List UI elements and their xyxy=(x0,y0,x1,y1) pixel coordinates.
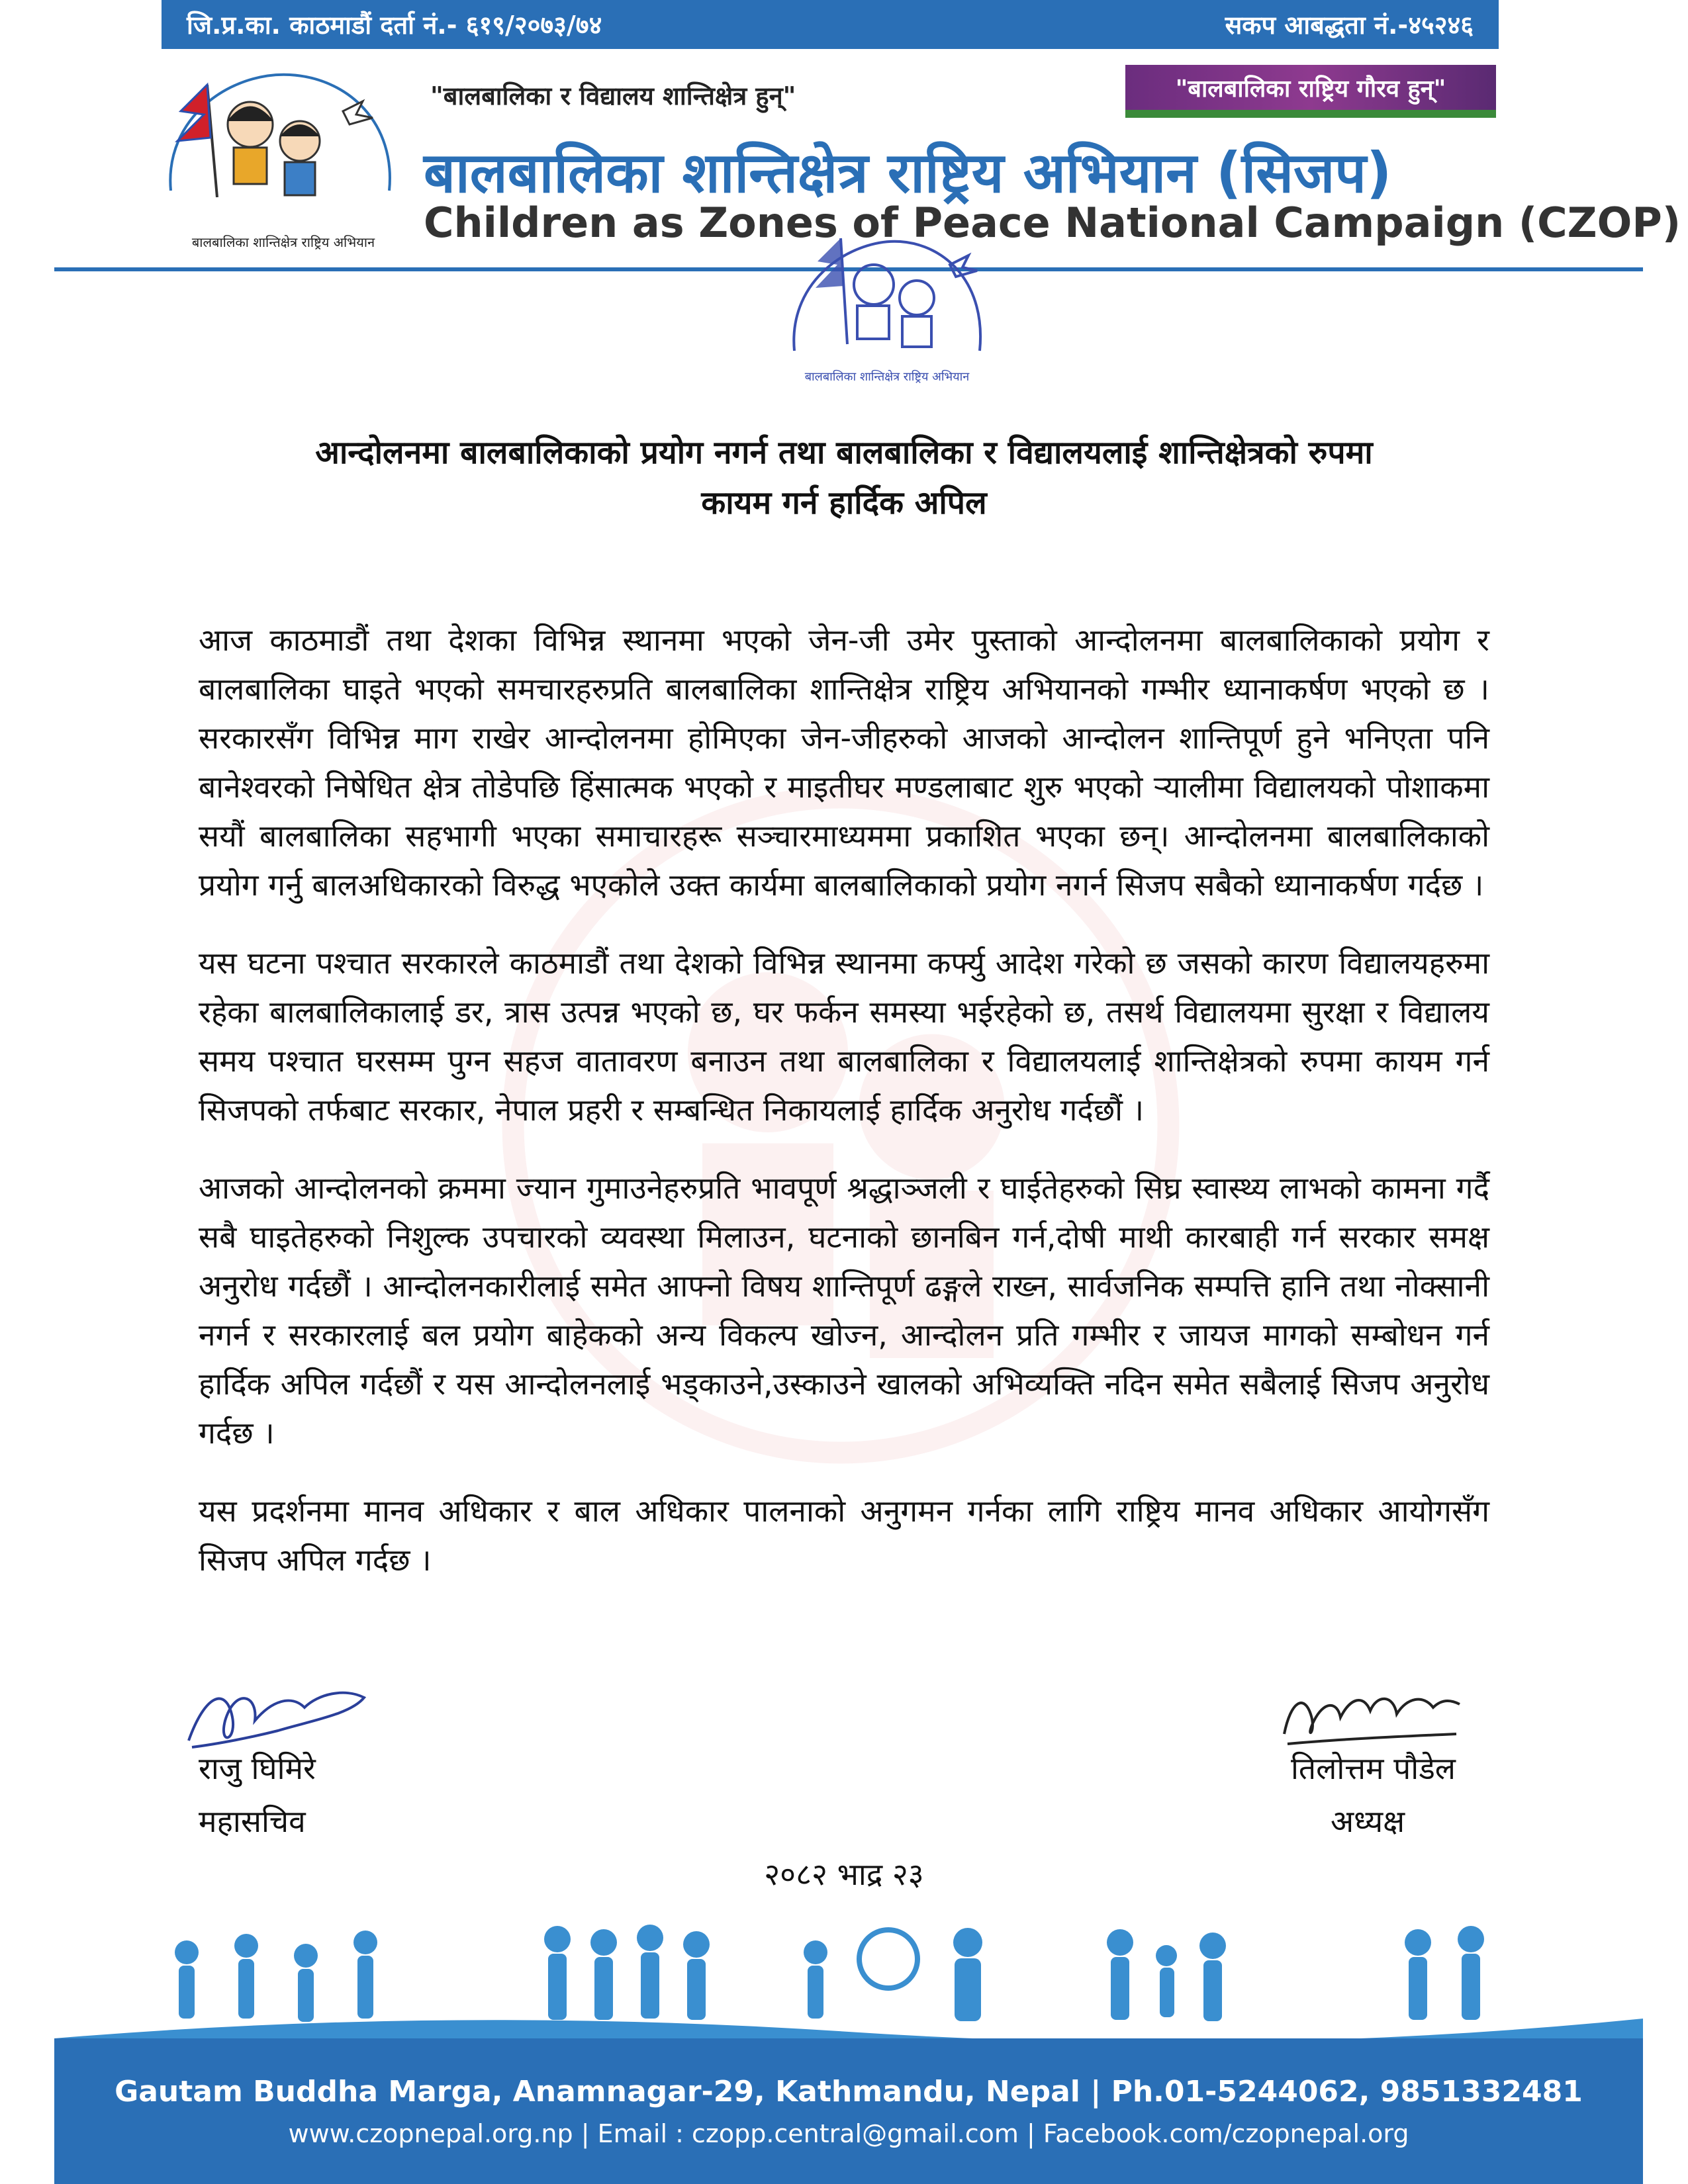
child-figures xyxy=(175,1925,1484,2022)
org-title-english: Children as Zones of Peace National Campaign (CZOP) xyxy=(424,199,1681,247)
footer-contact xyxy=(54,2038,1643,2184)
signature-right xyxy=(1278,1668,1470,1760)
czop-logo xyxy=(158,58,409,257)
slogan-right-text: "बालबालिका राष्ट्रिय गौरव हुन्" xyxy=(1175,75,1446,103)
letter-body xyxy=(199,615,1489,1614)
appeal-heading xyxy=(132,428,1556,528)
paragraph-3: आजको आन्दोलनको क्रममा ज्यान गुमाउनेहरुप्रति भावपूर्ण श्रद्धाञ्जली र घाईतेहरुको सिघ्र स्वास्थ्य लाभको कामना गर्दै सबै घाइतेहरुको निशुल्क उपचारको व्यवस्था मिलाउन, घटनाको छानबिन गर्न,दोषी माथी कारबाही गर्न सरकार समक्ष अनुरोध गर्दछौं । आन्दोलनकारीलाई समेत आफ्नो विषय शान्तिपूर्ण ढङ्गले राख्न, सार्वजनिक सम्पत्ति हानि तथा नोक्सानी नगर्न र सरकारलाई बल प्रयोग बाहेकको अन्य विकल्प खोज्न, आन्दोलन प्रति गम्भीर र जायज मागको सम्बोधन गर्न हार्दिक अपिल गर्दछौं र यस आन्दोलनलाई भड्काउने,उस्काउने खालको अभिव्यक्ति नदिन समेत सबैलाई सिजप अनुरोध गर्दछ । xyxy=(199,1170,1490,1451)
slogan-right xyxy=(1125,65,1496,118)
heading-line-1: आन्दोलनमा बालबालिकाको प्रयोग नगर्न तथा बालबालिका र विद्यालयलाई शान्तिक्षेत्रको रुपमा xyxy=(315,434,1373,471)
slogan-left: "बालबालिका र विद्यालय शान्तिक्षेत्र हुन्" xyxy=(430,81,796,111)
footer-web-email: www.czopnepal.org.np | Email : czopp.central@gmail.com | Facebook.com/czopnepal.org xyxy=(288,2118,1409,2148)
footer-address: Gautam Buddha Marga, Anamnagar-29, Kathmandu, Nepal | Ph.01-5244062, 9851332481 xyxy=(115,2074,1583,2109)
heading-line-2: कायम गर्न हार्दिक अपिल xyxy=(701,484,987,522)
org-title-nepali: बालबालिका शान्तिक्षेत्र राष्ट्रिय अभियान (सिजप) xyxy=(424,140,1392,205)
paragraph-1: आज काठमाडौं तथा देशका विभिन्न स्थानमा भएको जेन-जी उमेर पुस्ताको आन्दोलनमा बालबालिकाको प्रयोग र बालबालिका घाइते भएको समचारहरुप्रति बालबालिका शान्तिक्षेत्र राष्ट्रिय अभियानको गम्भीर ध्यानाकर्षण भएको छ । सरकारसँग विभिन्न माग राखेर आन्दोलनमा होमिएका जेन-जीहरुको आजको आन्दोलन शान्तिपूर्ण हुने भनिएता पनि बानेश्वरको निषेधित क्षेत्र तोडेपछि हिंसात्मक भएको र माइतीघर मण्डलाबाट शुरु भएको र्‍यालीमा विद्यालयको पोशाकमा सयौं बालबालिका सहभागी भएका समाचारहरू सञ्चारमाध्यममा प्रकाशित भएका छन्। आन्दोलनमा बालबालिकाको प्रयोग गर्नु बालअधिकारको विरुद्ध भएकोले उक्त कार्यमा बालबालिकाको प्रयोग नगर्न सिजप सबैको ध्यानाकर्षण गर्दछ । xyxy=(199,622,1489,903)
signatory-left-role: महासचिव xyxy=(199,1803,306,1839)
paragraph-2: यस घटना पश्चात सरकारले काठमाडौं तथा देशको विभिन्न स्थानमा कर्फ्यु आदेश गरेको छ जसको कारण विद्यालयहरुमा रहेका बालबालिकालाई डर, त्रास उत्पन्न भएको छ, घर फर्कन समस्या भईरहेको छ, तसर्थ विद्यालयमा सुरक्षा र विद्यालय समय पश्चात घरसम्म पुग्न सहज वातावरण बनाउन तथा बालबालिका र विद्यालयलाई शान्तिक्षेत्रको रुपमा कायम गर्न सिजपको तर्फबाट सरकार, नेपाल प्रहरी र सम्बन्धित निकायलाई हार्दिक अनुरोध गर्दछौं । xyxy=(199,945,1489,1128)
signature-left xyxy=(179,1668,384,1760)
logo-small-caption: बालबालिका शान्तिक्षेत्र राष्ट्रिय अभियान xyxy=(804,370,970,384)
paragraph-4: यस प्रदर्शनमा मानव अधिकार र बाल अधिकार पालनाको अनुगमन गर्नका लागि राष्ट्रिय मानव अधिकार आयोगसँग सिजप अपिल गर्दछ । xyxy=(199,1493,1489,1578)
affiliation-number: सकप आबद्धता नं.-४५२४६ xyxy=(1225,11,1474,40)
letter-date: २०८२ भाद्र २३ xyxy=(764,1856,924,1892)
logo-caption: बालबालिका शान्तिक्षेत्र राष्ट्रिय अभियान xyxy=(191,234,375,250)
czop-logo-small xyxy=(768,225,1006,390)
registration-number: जि.प्र.का. काठमाडौं दर्ता नं.- ६१९/२०७३/७४ xyxy=(187,11,602,40)
signatory-left-name: राजु घिमिरे xyxy=(199,1751,316,1786)
signatory-right-name: तिलोत्तम पौडेल xyxy=(1291,1751,1456,1786)
registration-bar xyxy=(162,0,1499,49)
signatory-right-role: अध्यक्ष xyxy=(1331,1803,1405,1839)
